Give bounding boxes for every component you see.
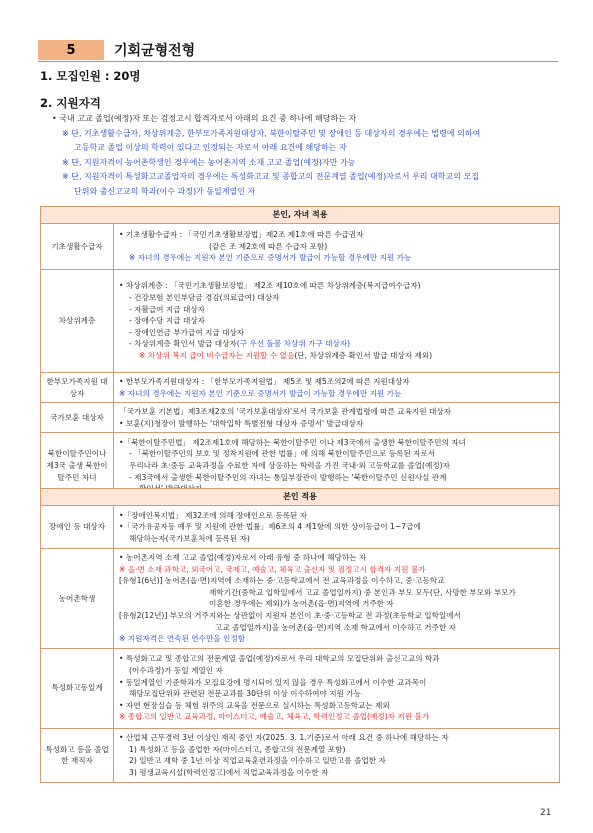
row-content (114, 403, 560, 433)
table-row (41, 373, 560, 403)
table-self-only (40, 488, 560, 783)
row-content (114, 224, 560, 270)
text-part: ※ 차상위 복지 급여 비수급자는 지원할 수 없음 (139, 350, 295, 360)
content-line: • 차상위계층 : 「국민기초생활보장법」 제2조 제10호에 따른 차상위계층(복지급여수급자) (119, 281, 421, 291)
row-label: 한부모가족지원 대상자 (41, 373, 114, 403)
row-content (114, 506, 560, 549)
content-line: 이혼한 경우에는 제외)가 농어촌(읍·면)지역에 거주한 자 (209, 599, 394, 609)
content-line: - 자활급여 지급 대상자 (129, 304, 206, 314)
intro-note: ※ 단, 지원자격이 특성화고교졸업자의 경우에는 특성화고교 및 종합고의 전문계열 졸업(예정)자로서 우리 대학교의 모집 (62, 172, 479, 182)
row-content (114, 373, 560, 403)
content-line: ※ 지원자격은 연속된 연수만을 인정함 (119, 634, 246, 644)
content-line: • 산업체 근무경력 3년 이상인 재직 중인 자(2025. 3. 1.기준)로서 아래 요건 중 하나에 해당하는 자 (119, 733, 449, 743)
section-number: 5 (38, 40, 104, 60)
content-line: ※ 자녀의 경우에는 지원자 본인 기준으로 증명서가 발급이 가능할 경우에만 지원 가능 (119, 388, 402, 398)
section-title: 기회균형전형 (114, 43, 196, 59)
table-header: 본인 적용 (41, 489, 560, 506)
row-label: 농어촌학생 (41, 549, 114, 649)
content-line: - 장애인연금 부가급여 지급 대상자 (129, 327, 245, 337)
row-content (114, 549, 560, 649)
content-line: • 한부모가족지원대상자 : 「한부모가족지원법」 제5조 및 제5조의2에 따른 지원대상자 (119, 377, 410, 386)
content-line: - 제3국에서 출생한 북한이탈주민의 자녀는 통일부장관이 발행하는 '북한이탈주민 신원사실 관계 (129, 472, 447, 482)
content-line: ※ 읍·면 소재 과학고, 외국어고, 국제고, 예술고, 체육고 출신자 및 검정고시 합격자 지원 불가 (119, 564, 426, 574)
text-part: (단, 차상위계층 확인서 발급 대상자 제외) (294, 350, 433, 360)
content-line: 해당모집단위와 관련된 전문교과를 30단위 이상 이수하여야 지원 가능 (129, 689, 361, 699)
table-row (41, 224, 560, 270)
section-header (38, 40, 195, 60)
content-line: 1) 특성화고 등을 졸업한 자(마이스터고, 종합고의 전문계열 포함) (129, 744, 346, 754)
content-line: [유형1(6년)] 농어촌(읍·면)지역에 소재하는 중·고등학교에서 전 교육과정을 이수하고, 중·고등학교 (119, 576, 445, 586)
content-line: - 장애수당 지급 대상자 (129, 316, 206, 326)
content-line: • 보훈(지)청장이 발행하는 '대학입학 특별전형 대상자 증명서' 발급대상자 (119, 418, 364, 428)
intro-block (52, 112, 557, 200)
content-line: ※ 자녀의 경우에는 지원자 본인 기준으로 증명서가 발급이 가능할 경우에만 지원 가능 (129, 253, 412, 263)
intro-note: ※ 단, 기초생활수급자, 차상위계층, 한부모가족지원대상자, 북한이탈주민 및 장애인 등 대상자의 경우에는 법령에 의하여 (62, 128, 481, 138)
table-row (41, 403, 560, 433)
content-line: - 건강보험 본인부담금 경감(의료급여) 대상자 (129, 293, 280, 303)
row-content (114, 270, 560, 373)
row-label: 차상위계층 (41, 270, 114, 373)
recruit-heading: 1. 모집인원 : 20명 (40, 69, 141, 83)
content-line: • 기초생활수급자 : 「국민기초생활보장법」제2조 제1호에 따른 수급권자 (119, 230, 364, 240)
row-label: 북한이탈주민이나 제3국 출생 북한이탈주민 자녀 (41, 433, 114, 499)
content-line: 2) 일반고 재학 중 1년 이상 직업교육훈련과정을 이수하고 일반고를 졸업한 자 (129, 756, 386, 766)
content-line: ※ 종합고의 일반고 교육과정, 마이스터고, 예술고, 체육고, 학력인정고 졸업(예정)자 지원 불가 (119, 712, 430, 722)
row-content (114, 728, 560, 782)
content-line: (이수과정)가 동일 계열인 자 (129, 666, 223, 676)
content-line: 고교 졸업일까지)을 농어촌(읍·면)지역 소재 학교에서 이수하고 거주한 자 (215, 622, 456, 632)
content-line: • 자연 현장실습 등 체험 위주의 교육을 전문으로 실시하는 특성화고등학교는 제외 (119, 700, 390, 710)
content-line: 「국가보훈 기본법」제3조제2호의 '국가보훈대상자'로서 국가보훈 관계법령에 따른 교육지원 대상자 (119, 407, 452, 417)
row-label: 장애인 등 대상자 (41, 506, 114, 549)
content-line (119, 338, 554, 350)
content-line: • 농어촌지역 소재 고교 졸업(예정)자로서 아래 유형 중 하나에 해당하는 자 (119, 553, 367, 562)
content-line: 우리나라 초·중등 교육과정을 수료한 자에 상응하는 학력을 가진 국내·외 고등학교를 졸업(예정)자 (129, 461, 450, 471)
content-line: 해당하는자(국가보훈처에 등록된 자) (129, 533, 250, 543)
row-label: 국가보훈 대상자 (41, 403, 114, 433)
content-line: (같은 조 제2호에 따른 수급자 포함) (209, 241, 328, 251)
intro-note: 고등학교 졸업 이상의 학력이 있다고 인정되는 자로서 아래 요건에 해당하는 자 (74, 143, 347, 153)
intro-note: ※ 단, 지원자격이 농어촌학생인 경우에는 농어촌지역 소재 고교 졸업(예정)자만 가능 (62, 157, 356, 167)
table-row (41, 549, 560, 649)
content-line: 재학기간(중학교 입학일에서 고교 졸업일까지) 중 본인과 부모 모두(단, 사망한 부모와 부모가 (209, 587, 516, 597)
content-line: • 동일계열인 기준학과가 모집요강에 명시되어 있지 않을 경우 특성화고에서 이수한 교과목이 (119, 677, 427, 687)
qualification-heading: 2. 지원자격 (40, 96, 101, 110)
table-row (41, 648, 560, 728)
row-content (114, 648, 560, 728)
intro-line: • 국내 고교 졸업(예정)자 또는 검정고시 합격자로서 아래의 요건 중 하나에 해당하는 자 (52, 114, 357, 123)
content-line: •「북한이탈주민법」 제2조제1호에 해당하는 북한이탈주민 이나 제3국에서 출생한 북한이탈주민의 자녀 (119, 437, 466, 447)
row-label: 기초생활수급자 (41, 224, 114, 270)
row-label: 특성화고 등을 졸업한 재직자 (41, 728, 114, 782)
content-line (119, 350, 554, 362)
row-label: 특성화고동일계 (41, 648, 114, 728)
content-line: •「국가유공자등 예우 및 지원에 관한 법률」제6조의 4 제1항에 의한 상이등급이 1~7급에 (119, 522, 421, 532)
content-line: •「장애인복지법」 제32조에 의해 장애인으로 등록된 자 (119, 510, 308, 520)
content-line: 3) 평생교육시설(학력인정고)에서 직업교육과정을 이수한 자 (129, 767, 329, 777)
content-line: • 특성화고교 및 종합고의 전문계열 졸업(예정)자로서 우리 대학교의 모집단위와 출신고교의 학과 (119, 654, 440, 664)
intro-note: 단위와 출신고교의 학과(이수 과정)가 동일계열인 자 (74, 186, 256, 196)
table-header: 본인, 자녀 적용 (41, 207, 560, 224)
page-number: 21 (540, 808, 552, 818)
table-row (41, 728, 560, 782)
table-row (41, 270, 560, 373)
text-part: - 차상위계층 확인서 발급 대상자 (129, 339, 237, 349)
section-divider (38, 61, 558, 62)
table-row (41, 506, 560, 549)
table-self-children (40, 206, 560, 499)
content-line: [유형2(12년)] 부모의 거주지와는 상관없이 지원자 본인이 초·중·고등학교 전 과정(초등학교 입학일에서 (119, 610, 461, 620)
content-line: - 「북한이탈주민의 보호 및 정착지원에 관한 법률」에 의해 북한이탈주민으로 등록된 자로서 (129, 449, 436, 459)
text-part: (구 우선 돌봄 차상위 가구 대상자) (236, 339, 351, 349)
